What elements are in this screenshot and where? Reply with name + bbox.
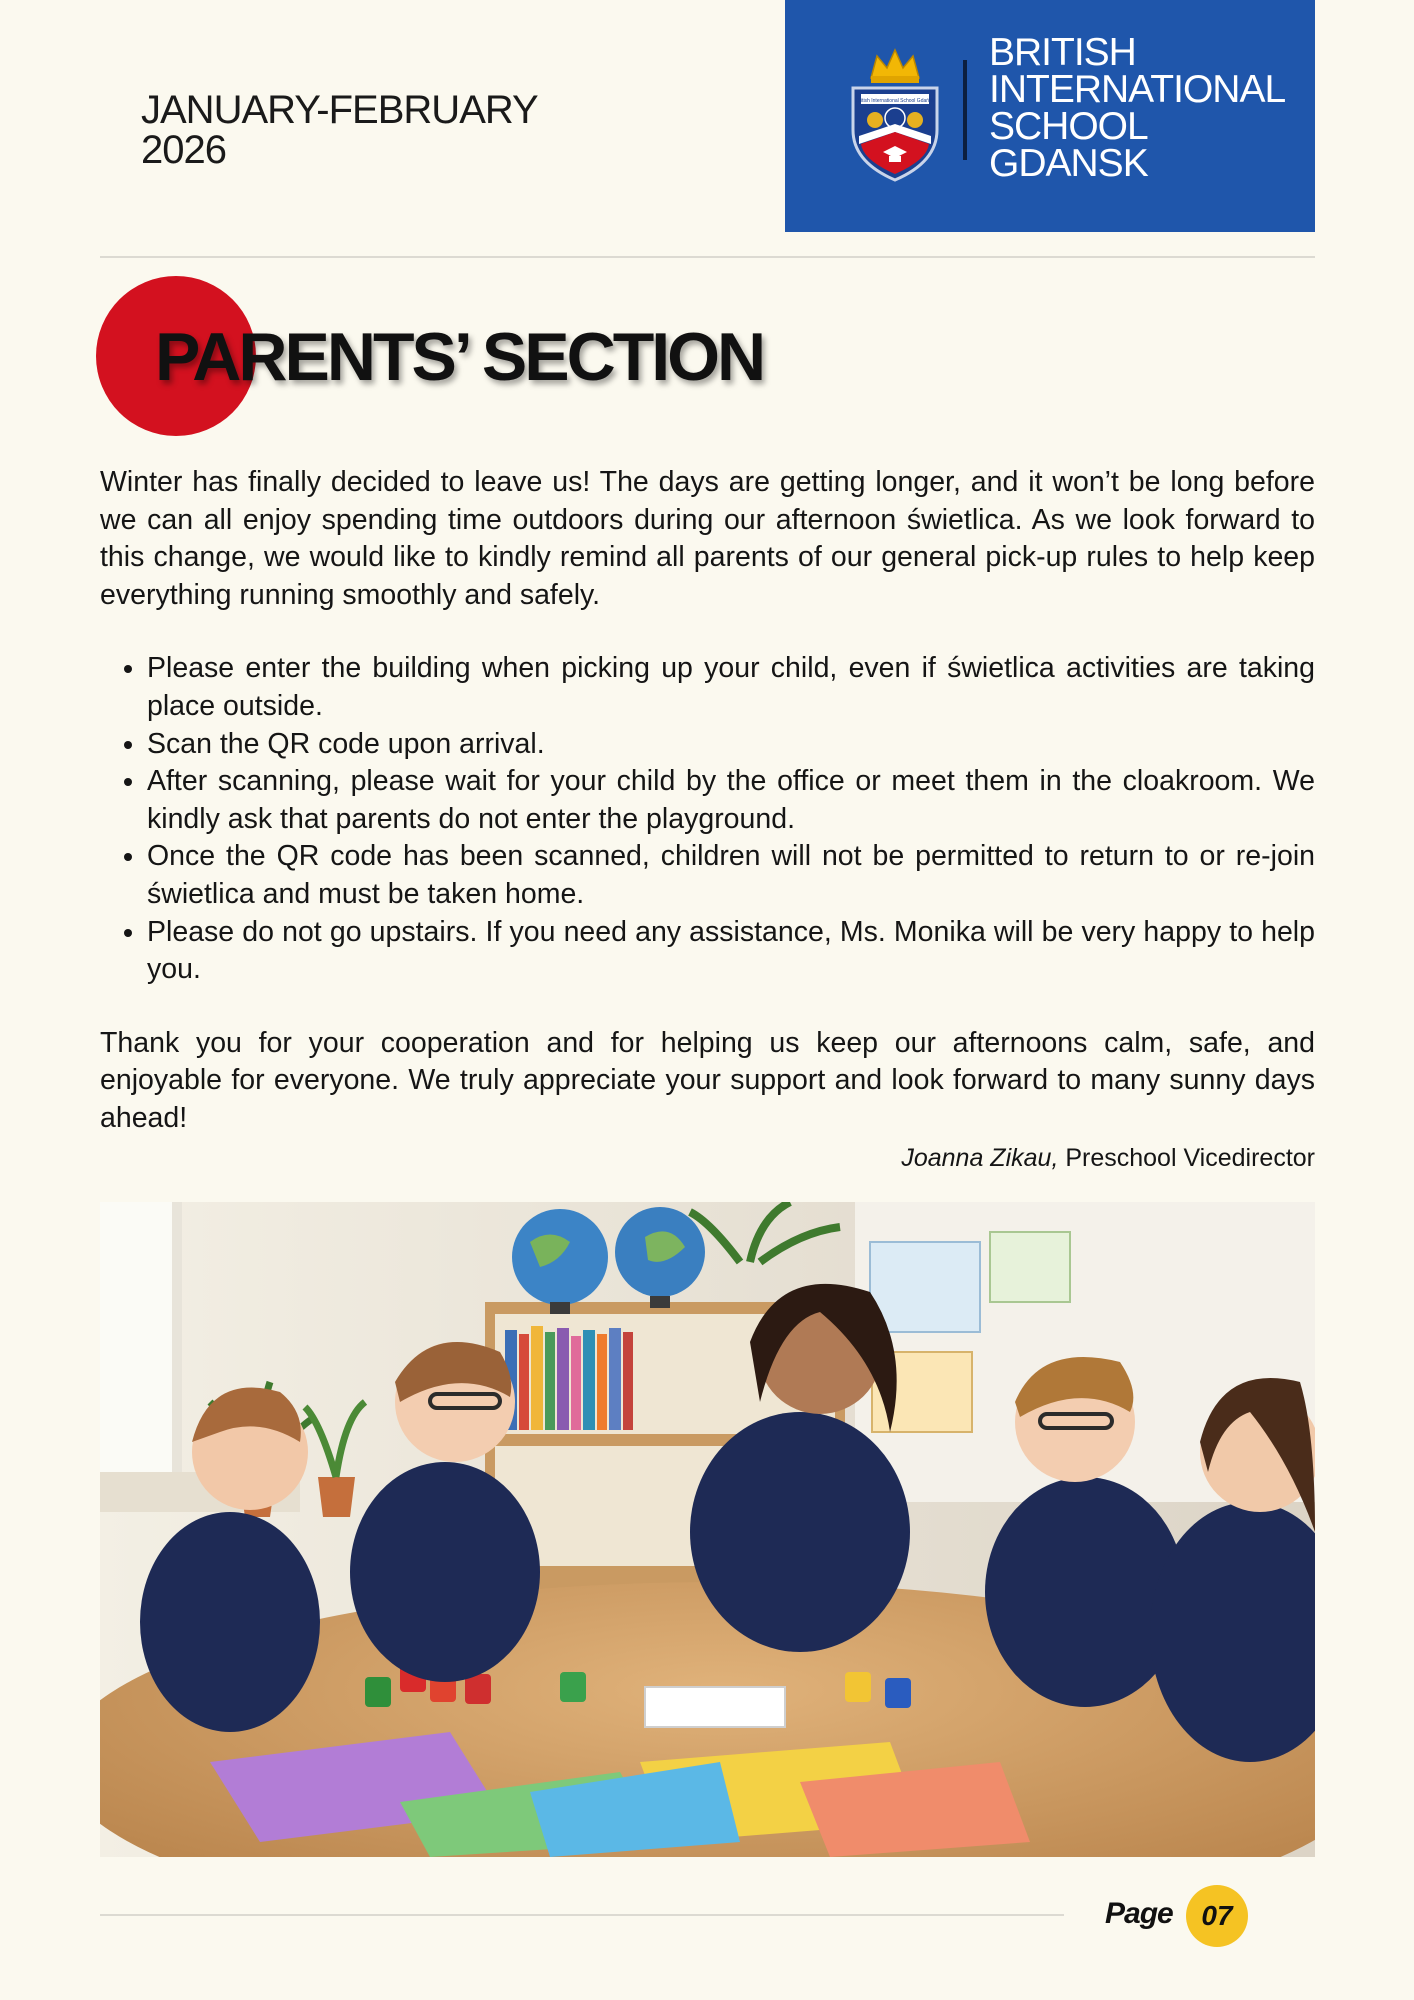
issue-date xyxy=(141,90,538,170)
globe xyxy=(512,1209,608,1305)
school-crest-icon xyxy=(849,44,941,184)
brand-divider xyxy=(963,60,967,160)
author-signature xyxy=(100,1140,1315,1176)
header-divider xyxy=(100,256,1315,258)
list-item: • Once the QR code has been scanned, children will not be permitted to return to or re-join świetlica and must be taken home. xyxy=(147,838,1315,913)
page-number-badge: 07 xyxy=(1186,1885,1248,1947)
school-name-line: BRITISH xyxy=(989,31,1136,74)
issue-date-months: JANUARY-FEBRUARY xyxy=(141,88,538,132)
classroom-photo xyxy=(100,1202,1315,1857)
footer-divider xyxy=(100,1914,1064,1916)
intro-paragraph: Winter has finally decided to leave us! The days are getting longer, and it won’t be long before we can all enjoy spending time outdoors during our afternoon świetlica. As we look forward to this change, we would like to kindly remind all parents of our general pick-up rules to help keep everything running smoothly and safely. xyxy=(100,466,1315,611)
article-body xyxy=(100,464,1315,1176)
classroom-illustration xyxy=(100,1202,1315,1857)
issue-date-year: 2026 xyxy=(141,128,226,172)
list-item: • After scanning, please wait for your child by the office or meet them in the cloakroom. We kindly ask that parents do not enter the playground. xyxy=(147,763,1315,838)
section-title: PARENTS’ SECTION xyxy=(155,319,764,395)
author-name: Joanna Zikau, xyxy=(901,1143,1059,1172)
list-item: • Please enter the building when picking up your child, even if świetlica activities are taking place outside. xyxy=(147,650,1315,725)
author-role: Preschool Vicedirector xyxy=(1058,1143,1315,1172)
school-name xyxy=(989,31,1286,185)
page-label: Page xyxy=(1105,1897,1173,1930)
list-item: • Scan the QR code upon arrival. xyxy=(147,726,1315,764)
list-item: • Please do not go upstairs. If you need any assistance, Ms. Monika will be very happy to help you. xyxy=(147,914,1315,989)
crest-text: British International School Gdańsk xyxy=(855,98,935,104)
school-brand-banner xyxy=(785,0,1315,232)
school-name-line: SCHOOL xyxy=(989,105,1148,148)
school-name-line: GDANSK xyxy=(989,142,1148,185)
closing-paragraph: Thank you for your cooperation and for helping us keep our afternoons calm, safe, and enjoyable for everyone. We truly appreciate your support and look forward to many sunny days ahead! xyxy=(100,1026,1315,1134)
paint-palette xyxy=(645,1687,785,1727)
school-name-line: INTERNATIONAL xyxy=(989,68,1286,111)
pickup-rules-list xyxy=(100,650,1315,988)
